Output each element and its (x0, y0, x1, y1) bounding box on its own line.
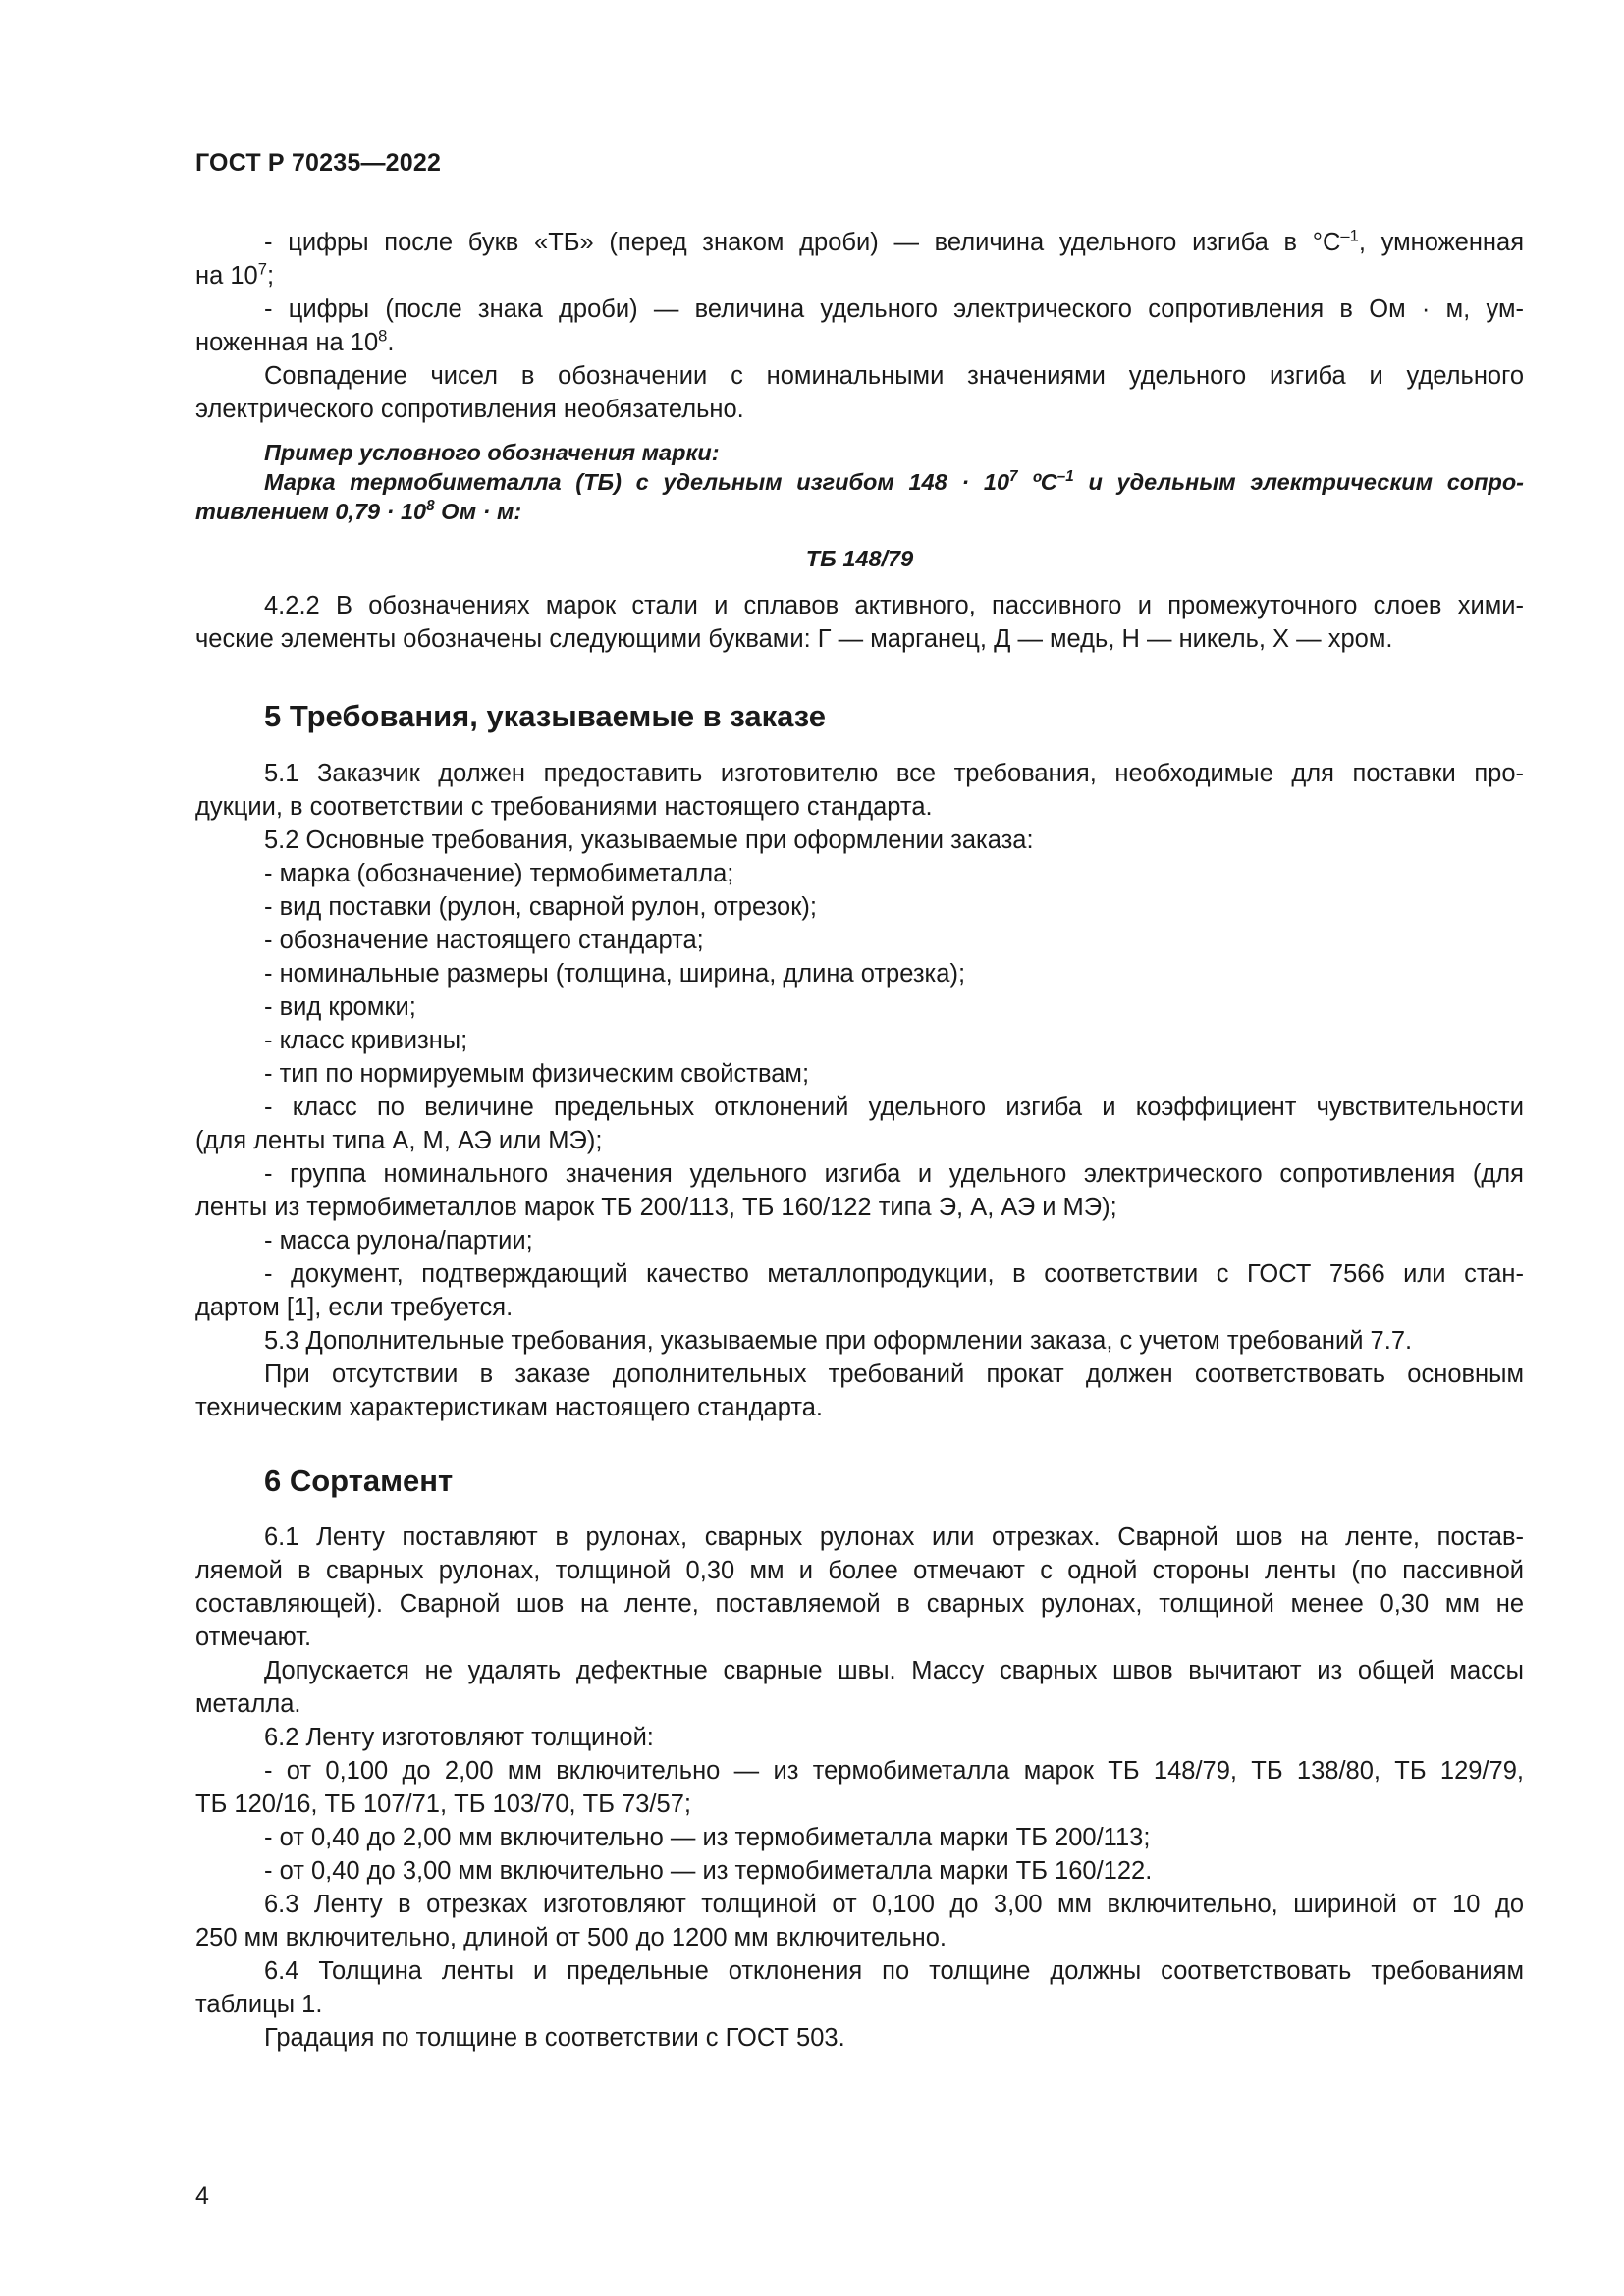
clause-4-2-2: 4.2.2 В обозначениях марок стали и сплавов активного, пассивного и промежуточного слоев хими- ческие элементы обозначены следующими буквами: Г — марганец, Д — медь, Н — никель, Х — хром. (195, 592, 1524, 653)
list-item: - масса рулона/партии; (264, 1227, 533, 1255)
section-6-title: 6 Сортамент (264, 1464, 454, 1498)
clause-6-4-continuation: таблицы 1. (195, 1991, 323, 2018)
list-item: - группа номинального значения удельного изгиба и удельного электрического сопротивления (для (264, 1160, 1524, 1188)
list-item: - класс по величине предельных отклонений удельного изгиба и коэффициент чувствительности (264, 1094, 1524, 1121)
clause-6-1-continuation: отмечают. (195, 1624, 312, 1651)
list-item-continuation: дартом [1], если требуется. (195, 1294, 514, 1321)
paragraph-continuation: металла. (195, 1690, 301, 1718)
list-item: - вид поставки (рулон, сварной рулон, отрезок); (264, 893, 817, 921)
list-item: - цифры (после знака дроби) — величина удельного электрического сопротивления в Ом · м, ум- (264, 295, 1524, 323)
list-item: - от 0,40 до 3,00 мм включительно — из термобиметалла марки ТБ 160/122. (264, 1857, 1153, 1885)
list-item: - цифры после букв «ТБ» (перед знаком дроби) — величина удельного изгиба в $^\circ С^{-1}$, умноженная (264, 226, 1525, 256)
list-item-continuation: (для ленты типа А, М, АЭ или МЭ); (195, 1127, 603, 1154)
clause-6-3-continuation: 250 мм включительно, длиной от 500 до 1200 мм включительно. (195, 1924, 947, 1951)
paragraph: Градация по толщине в соответствии с ГОСТ 503. (264, 2024, 845, 2052)
designation-explanation (195, 226, 1524, 426)
clause-6-3: 6.3 Ленту в отрезках изготовляют толщиной от 0,100 до 3,00 мм включительно, шириной от 10 до (264, 1891, 1524, 1918)
list-item: - марка (обозначение) термобиметалла; (264, 860, 734, 887)
paragraph: Допускается не удалять дефектные сварные швы. Массу сварных швов вычитают из общей массы (264, 1657, 1524, 1684)
page-number: 4 (195, 2182, 209, 2210)
example-designation: ТБ 148/79 (805, 546, 914, 571)
clause-5-3: 5.3 Дополнительные требования, указываемые при оформлении заказа, с учетом требований 7.7. (264, 1327, 1413, 1355)
clause-6-1-continuation: ляемой в сварных рулонах, толщиной 0,30 мм и более отмечают с одной стороны ленты (по пассивной (195, 1557, 1524, 1584)
list-item: - от 0,40 до 2,00 мм включительно — из термобиметалла марки ТБ 200/113; (264, 1824, 1151, 1851)
clause-5-1: 5.1 Заказчик должен предоставить изготовителю все требования, необходимые для поставки про- (264, 760, 1524, 787)
list-item-continuation: на $10^7$; (195, 259, 275, 290)
example-heading: Пример условного обозначения марки: (264, 440, 720, 465)
list-item: - номинальные размеры (толщина, ширина, длина отрезка); (264, 960, 966, 988)
paragraph-continuation: техническим характеристикам настоящего стандарта. (195, 1394, 823, 1421)
list-item: - тип по нормируемым физическим свойствам; (264, 1060, 810, 1088)
paragraph: При отсутствии в заказе дополнительных требований прокат должен соответствовать основным (264, 1361, 1524, 1388)
list-item: - класс кривизны; (264, 1027, 468, 1054)
clause-6-2: 6.2 Ленту изготовляют толщиной: (264, 1724, 654, 1751)
clause-5-2: 5.2 Основные требования, указываемые при оформлении заказа: (264, 827, 1034, 854)
section-5-body (195, 757, 1524, 1424)
paragraph: Совпадение чисел в обозначении с номинальными значениями удельного изгиба и удельного (264, 362, 1524, 390)
example-text: Марка термобиметалла (ТБ) с удельным изгибом $148 \cdot 10^7$ ºС$^{-1}$ и удельным электрическим сопро- (264, 468, 1525, 495)
list-item-continuation: ТБ 120/16, ТБ 107/71, ТБ 103/70, ТБ 73/57; (195, 1790, 691, 1818)
list-item: - обозначение настоящего стандарта; (264, 927, 704, 954)
clause-6-1: 6.1 Ленту поставляют в рулонах, сварных рулонах или отрезках. Сварной шов на ленте, постав- (264, 1523, 1524, 1551)
list-item: - документ, подтверждающий качество металлопродукции, в соответствии с ГОСТ 7566 или стан- (264, 1260, 1524, 1288)
list-item-continuation: ноженная на $10^8$. (195, 326, 395, 356)
list-item: - от 0,100 до 2,00 мм включительно — из термобиметалла марок ТБ 148/79, ТБ 138/80, ТБ 129/79, (264, 1757, 1524, 1785)
section-6-body (195, 1521, 1524, 2055)
clause-6-4: 6.4 Толщина ленты и предельные отклонения по толщине должны соответствовать требованиям (264, 1957, 1524, 1985)
section-5-title: 5 Требования, указываемые в заказе (264, 699, 826, 733)
list-item-continuation: ленты из термобиметаллов марок ТБ 200/113, ТБ 160/122 типа Э, А, АЭ и МЭ); (195, 1194, 1117, 1221)
example-block (195, 438, 1524, 526)
list-item: - вид кромки; (264, 993, 416, 1021)
clause-6-1-continuation: составляющей). Сварной шов на ленте, поставляемой в сварных рулонах, толщиной менее 0,30 мм не (195, 1590, 1524, 1618)
paragraph-continuation: электрического сопротивления необязательно. (195, 396, 744, 423)
running-header: ГОСТ Р 70235—2022 (195, 149, 442, 177)
example-text-continuation: тивлением $0,79 \cdot 10^8$ Ом · м: (195, 498, 522, 524)
clause-5-1-continuation: дукции, в соответствии с требованиями настоящего стандарта. (195, 793, 933, 821)
